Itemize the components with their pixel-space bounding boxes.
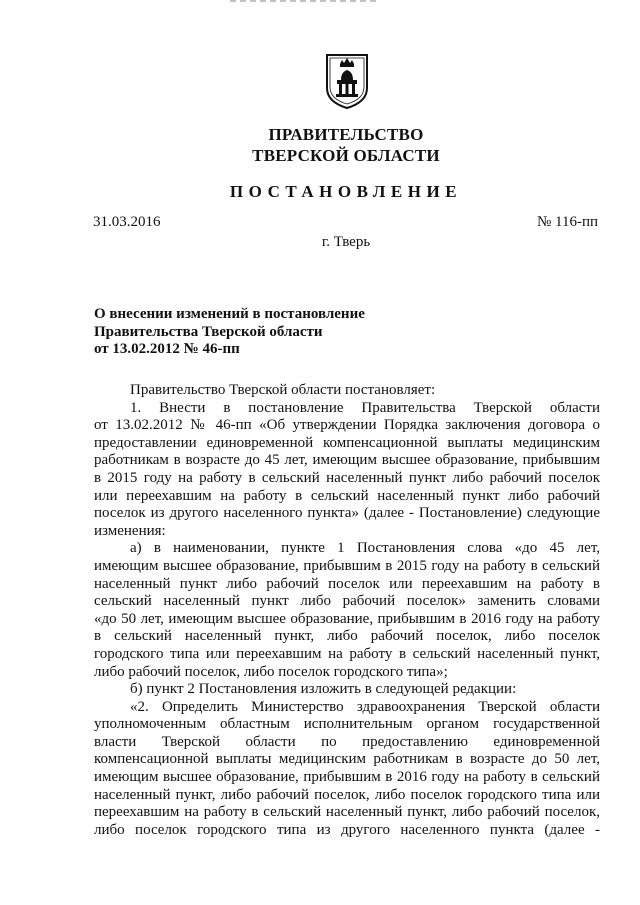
body-line: компенсационной выплаты медицинским работникам в возрасте до 50 лет, — [94, 751, 600, 768]
body-line: переехавшим на работу в сельский населенный пункт, либо рабочий поселок, — [94, 804, 600, 821]
subject-line: от 13.02.2012 № 46-пп — [94, 341, 240, 358]
document-number: № 116-пп — [536, 214, 598, 230]
document-type: ПОСТАНОВЛЕНИЕ — [229, 182, 463, 201]
body-line: а) в наименовании, пункте 1 Постановления слова «до 45 лет, — [130, 540, 600, 557]
government-title-line1: ПРАВИТЕЛЬСТВО — [268, 125, 424, 144]
document-city: г. Тверь — [321, 234, 371, 250]
body-line: «до 50 лет, имеющим высшее образование, прибывшим в 2016 году на работу — [94, 610, 600, 627]
subject-line: О внесении изменений в постановление — [94, 306, 365, 322]
body-line: б) пункт 2 Постановления изложить в следующей редакции: — [130, 681, 517, 698]
document-subject — [94, 305, 365, 358]
body-line: имеющим высшее образование, прибывшим в 2015 году на работу в сельский — [94, 557, 600, 574]
government-title-line2: ТВЕРСКОЙ ОБЛАСТИ — [252, 146, 440, 165]
scan-artifact — [230, 0, 380, 2]
body-line: предоставлении единовременной компенсационной выплаты медицинским — [94, 434, 600, 451]
body-line: изменения: — [94, 522, 166, 539]
body-line: «2. Определить Министерство здравоохранения Тверской области — [130, 698, 600, 715]
body-line: городского типа или переехавшим на работу в сельский населенный пункт, — [94, 645, 600, 662]
document-date: 31.03.2016 — [93, 214, 161, 230]
body-line: уполномоченным областным исполнительным органом государственной — [94, 716, 600, 733]
body-line: в сельский населенный пункт, либо рабочий поселок, либо поселок — [94, 628, 600, 645]
body-line: власти Тверской области по предоставлению единовременной — [94, 733, 600, 750]
body-line: или переехавшим на работу в сельский населенный пункт либо рабочий — [94, 487, 600, 504]
body-line: 1. Внести в постановление Правительства Тверской области — [130, 399, 600, 416]
subject-line: Правительства Тверской области — [94, 323, 323, 340]
body-line: в 2015 году на работу в сельский населенный пункт либо рабочий поселок — [94, 469, 600, 486]
body-line: поселок из другого населенного пункта» (далее - Постановление) следующие — [94, 505, 600, 522]
body-line: имеющим высшее образование, прибывшим в 2016 году на работу в сельский — [94, 769, 600, 786]
document-body — [94, 382, 600, 839]
tver-coat-of-arms-icon — [323, 52, 371, 110]
body-line: либо рабочий поселок, либо поселок городского типа»; — [94, 663, 448, 680]
body-line: работникам в возрасте до 45 лет, имеющим высшее образование, прибывшим — [94, 452, 600, 469]
body-line: населенный пункт либо рабочий поселок или переехавшим на работу в — [94, 575, 600, 592]
body-line: от 13.02.2012 № 46-пп «Об утверждении Порядка заключения договора о — [94, 417, 600, 434]
body-line: Правительство Тверской области постановляет: — [130, 382, 436, 398]
body-line: населенный пункт, либо рабочий поселок, либо поселок городского типа или — [94, 786, 600, 803]
body-line: либо поселок городского типа из другого населенного пункта (далее - — [94, 821, 600, 838]
body-line: сельский населенный пункт либо рабочий поселок» заменить словами — [94, 593, 600, 610]
